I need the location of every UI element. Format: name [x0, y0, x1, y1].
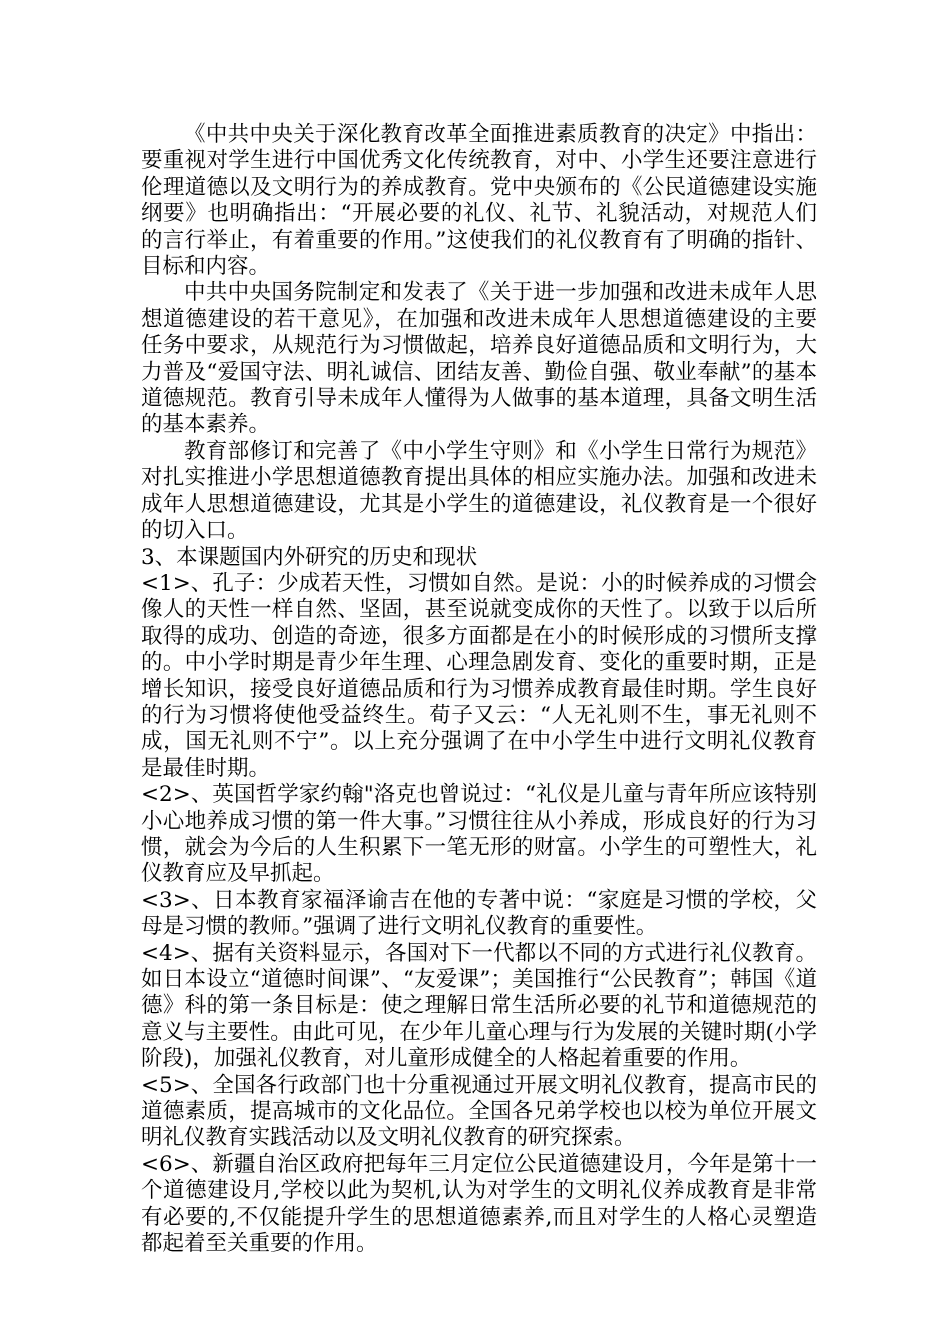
paragraph-item-3: <3>、日本教育家福泽谕吉在他的专著中说：“家庭是习惯的学校，父母是习惯的教师。”强调了进行文明礼仪教育的重要性。 [141, 887, 817, 940]
section-heading: 3、本课题国内外研究的历史和现状 [141, 544, 478, 570]
paragraph-item-1: <1>、孔子：少成若天性，习惯如自然。是说：小的时候养成的习惯会像人的天性一样自然、坚固，甚至说就变成你的天性了。以致于以后所取得的成功、创造的奇迹，很多方面都是在小的时候形成的习惯所支撑的。中小学时期是青少年生理、心理急剧发育、变化的重要时期，正是增长知识，接受良好道德品质和行为习惯养成教育最佳时期。学生良好的行为习惯将使他受益终生。荀子又云：“人无礼则不生，事无礼则不成，国无礼则不宁”。以上充分强调了在中小学生中进行文明礼仪教育是最佳时期。 [141, 570, 817, 781]
paragraph-item-5: <5>、全国各行政部门也十分重视通过开展文明礼仪教育，提高市民的道德素质，提高城市的文化品位。全国各兄弟学校也以校为单位开展文明礼仪教育实践活动以及文明礼仪教育的研究探索。 [141, 1072, 817, 1151]
paragraph-decision: 《中共中央关于深化教育改革全面推进素质教育的决定》中指出：要重视对学生进行中国优秀文化传统教育，对中、小学生还要注意进行伦理道德以及文明行为的养成教育。党中央颁布的《公民道德建设实施纲要》也明确指出：“开展必要的礼仪、礼节、礼貌活动，对规范人们的言行举止，有着重要的作用。”这使我们的礼仪教育有了明确的指针、目标和内容。 [141, 122, 817, 280]
document-body [141, 122, 817, 1257]
paragraph-item-6: <6>、新疆自治区政府把每年三月定位公民道德建设月，今年是第十一个道德建设月,学校以此为契机,认为对学生的文明礼仪养成教育是非常有必要的,不仅能提升学生的思想道德素养,而且对学生的人格心灵塑造都起着至关重要的作用。 [141, 1151, 817, 1257]
paragraph-state-council: 中共中央国务院制定和发表了《关于进一步加强和改进未成年人思想道德建设的若干意见》，在加强和改进未成年人思想道德建设的主要任务中要求，从规范行为习惯做起，培养良好道德品质和文明行为，大力普及“爱国守法、明礼诚信、团结友善、勤俭自强、敬业奉献”的基本道德规范。教育引导未成年人懂得为人做事的基本道理，具备文明生活的基本素养。 [141, 280, 817, 438]
paragraph-item-2: <2>、英国哲学家约翰"洛克也曾说过：“礼仪是儿童与青年所应该特别小心地养成习惯的第一件大事。”习惯往往从小养成，形成良好的行为习惯，就会为今后的人生积累下一笔无形的财富。小学生的可塑性大，礼仪教育应及早抓起。 [141, 782, 817, 887]
paragraph-ministry: 教育部修订和完善了《中小学生守则》和《小学生日常行为规范》对扎实推进小学思想道德教育提出具体的相应实施办法。加强和改进未成年人思想道德建设，尤其是小学生的道德建设，礼仪教育是一个很好的切入口。 [141, 438, 817, 544]
paragraph-item-4: <4>、据有关资料显示，各国对下一代都以不同的方式进行礼仪教育。如日本设立“道德时间课”、“友爱课”；美国推行“公民教育”；韩国《道德》科的第一条目标是：使之理解日常生活所必要的礼节和道德规范的意义与主要性。由此可见，在少年儿童心理与行为发展的关键时期(小学阶段)，加强礼仪教育，对儿童形成健全的人格起着重要的作用。 [141, 940, 817, 1072]
